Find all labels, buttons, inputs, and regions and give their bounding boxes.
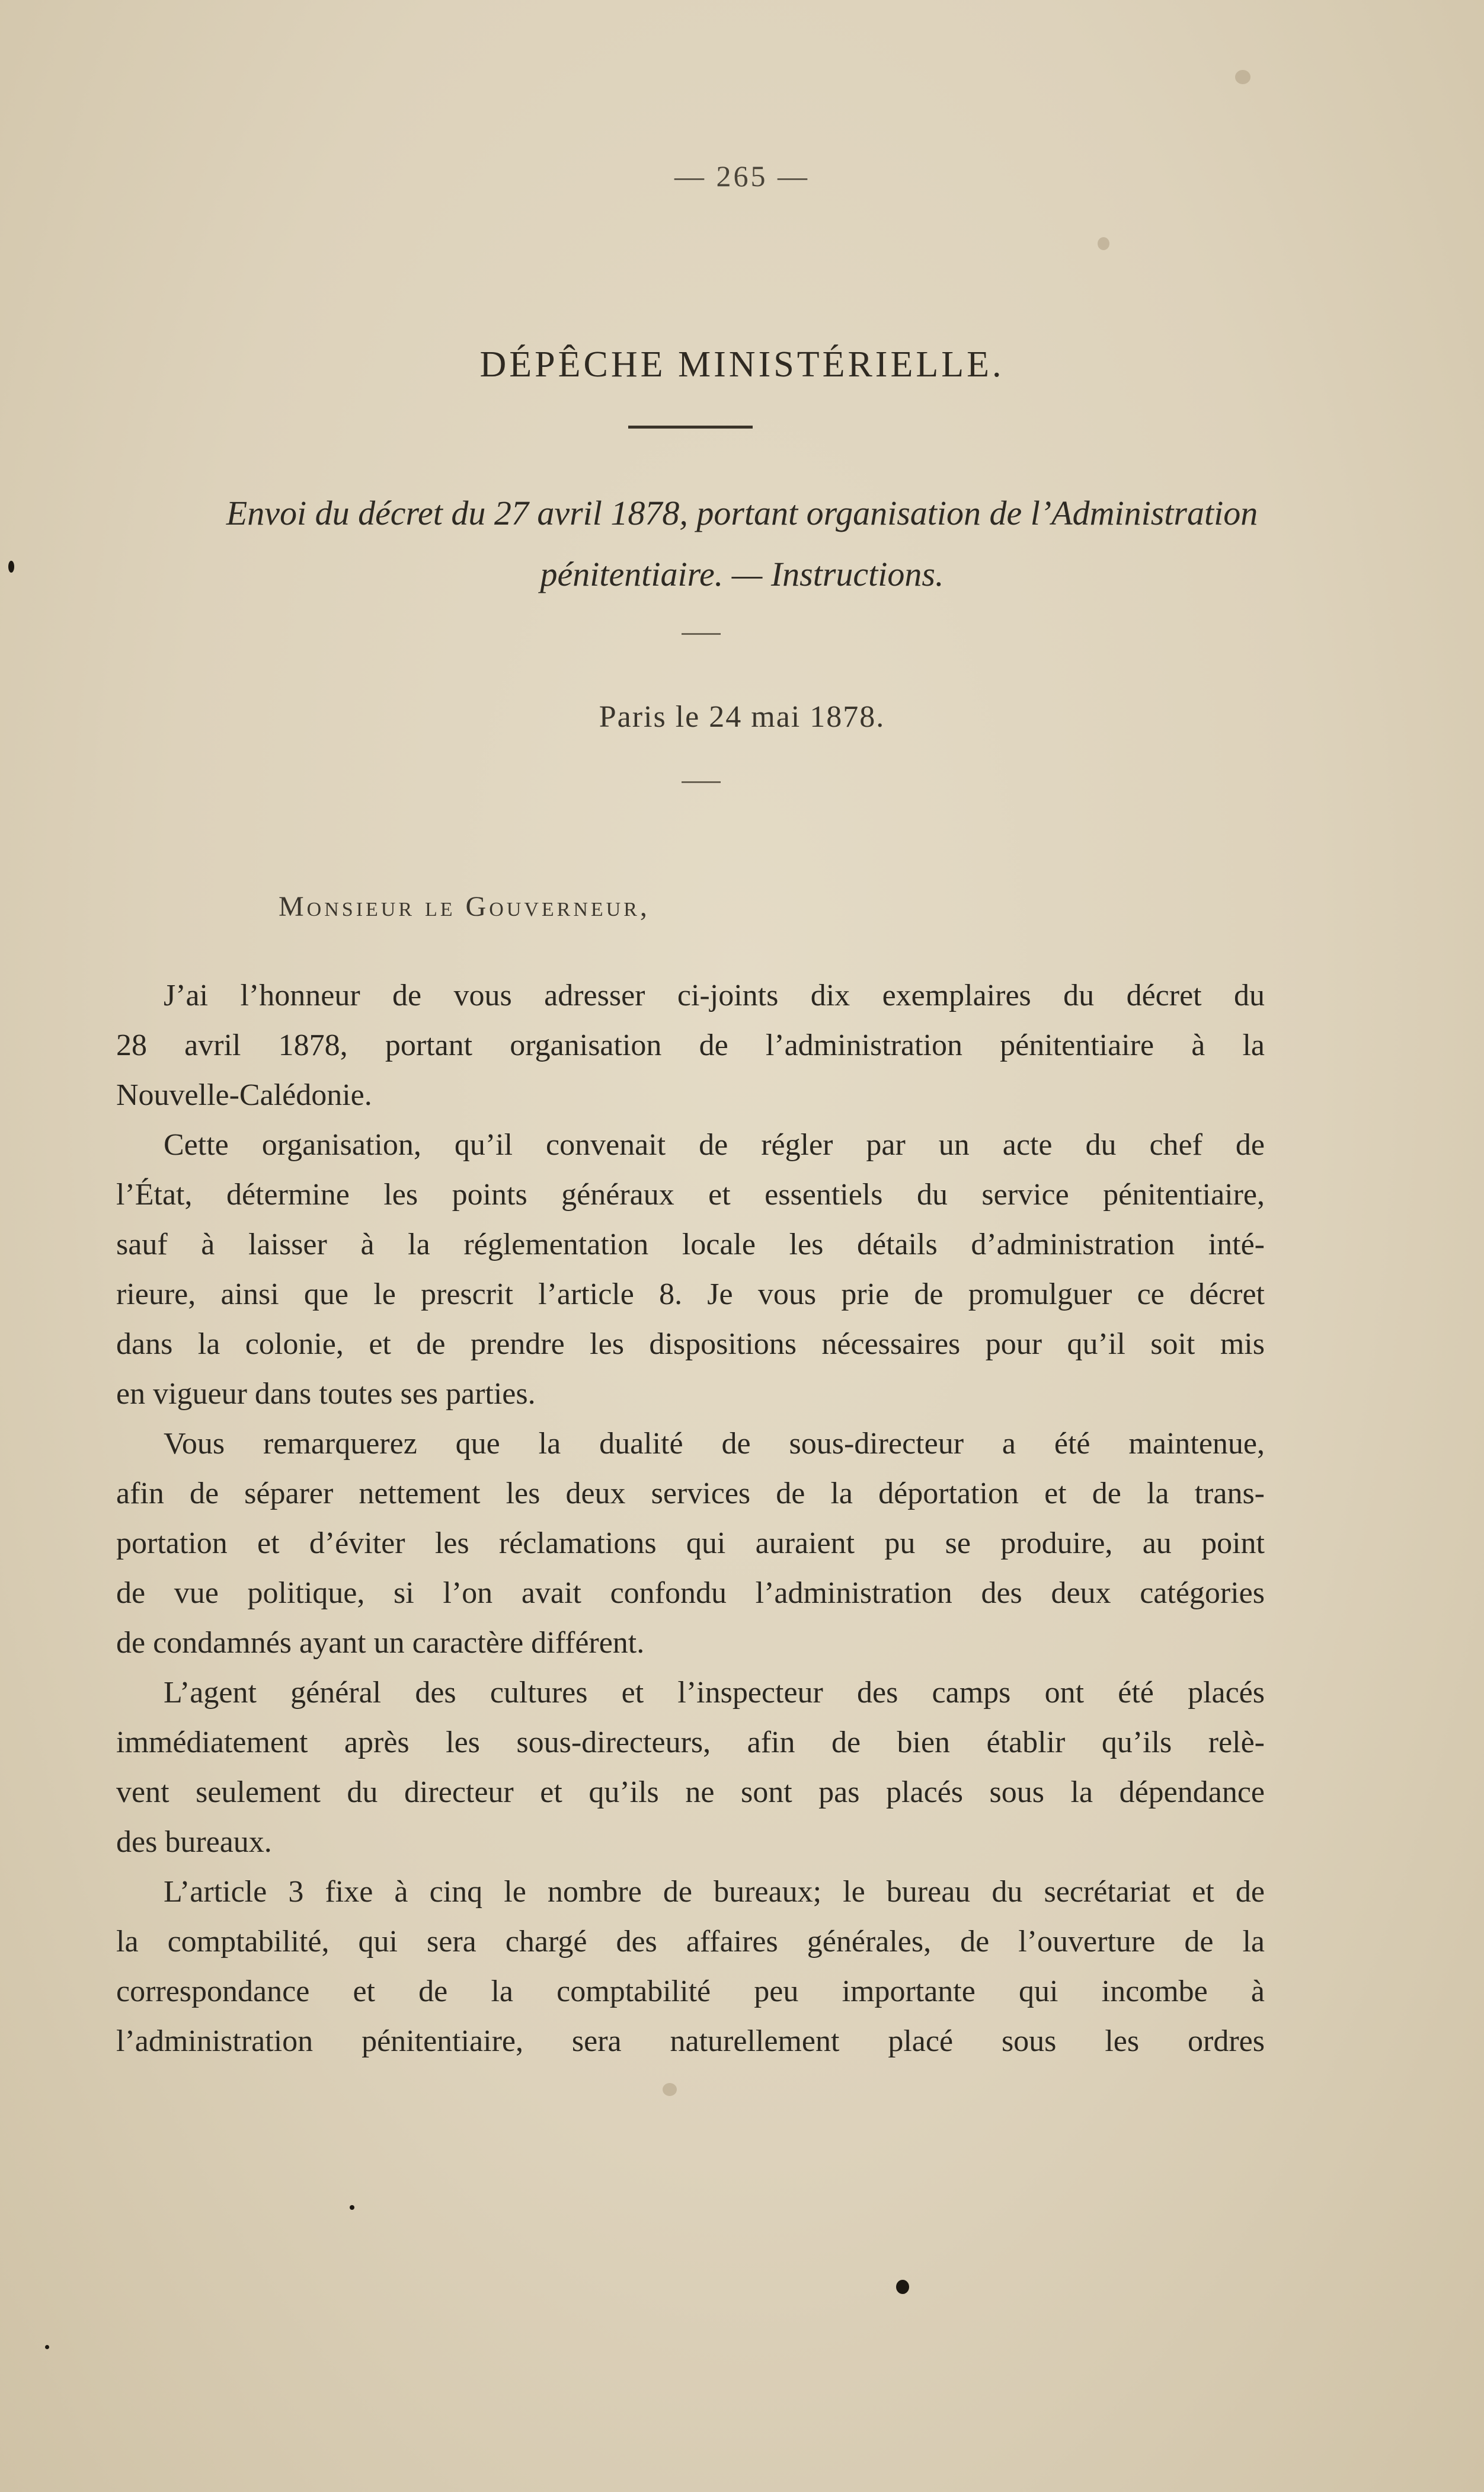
salutation: Monsieur le Gouverneur, — [279, 891, 650, 922]
letter-body — [116, 971, 1265, 2066]
ink-spot — [8, 561, 14, 573]
body-line: de condamnés ayant un caractère différent. — [116, 1626, 645, 1660]
body-line: l’administration pénitentiaire, sera naturellement placé sous les ordres — [116, 2024, 1265, 2058]
subtitle-divider — [682, 633, 721, 635]
body-line: Nouvelle-Calédonie. — [116, 1078, 372, 1112]
body-line: Vous remarquerez que la dualité de sous-directeur a été maintenue, — [164, 1427, 1265, 1461]
body-line: L’agent général des cultures et l’inspecteur des camps ont été placés — [164, 1676, 1265, 1710]
page-number: — 265 — — [674, 159, 810, 193]
body-line: en vigueur dans toutes ses parties. — [116, 1377, 536, 1411]
body-line: rieure, ainsi que le prescrit l’article 8. Je vous prie de promulguer ce décret — [116, 1277, 1265, 1311]
ink-spot — [350, 2205, 354, 2210]
document-title: DÉPÊCHE MINISTÉRIELLE. — [479, 344, 1005, 385]
ink-spot — [45, 2345, 49, 2349]
body-line: immédiatement après les sous-directeurs, afin de bien établir qu’ils relè- — [116, 1726, 1265, 1759]
body-line: L’article 3 fixe à cinq le nombre de bureaux; le bureau du secrétariat et de — [164, 1875, 1265, 1909]
body-line: des bureaux. — [116, 1825, 272, 1859]
subtitle-line-1: Envoi du décret du 27 avril 1878, portant organisation de l’Administration — [226, 494, 1258, 532]
dateline: Paris le 24 mai 1878. — [599, 700, 885, 734]
body-line: correspondance et de la comptabilité peu importante qui incombe à — [116, 1975, 1265, 2008]
ink-spot — [896, 2280, 909, 2294]
paper-stain — [1098, 237, 1109, 250]
body-line: de vue politique, si l’on avait confondu l’administration des deux catégories — [116, 1576, 1265, 1610]
body-line: Cette organisation, qu’il convenait de régler par un acte du chef de — [164, 1128, 1265, 1162]
body-line: vent seulement du directeur et qu’ils ne sont pas placés sous la dépendance — [116, 1775, 1265, 1809]
paper-stain — [1235, 70, 1250, 84]
title-divider — [628, 426, 753, 429]
body-line: l’État, détermine les points généraux et essentiels du service pénitentiaire, — [116, 1178, 1265, 1212]
dateline-divider — [682, 781, 721, 783]
body-line: dans la colonie, et de prendre les dispositions nécessaires pour qu’il soit mis — [116, 1327, 1265, 1361]
subtitle-line-2: pénitentiaire. — Instructions. — [540, 555, 944, 593]
body-line: 28 avril 1878, portant organisation de l’administration pénitentiaire à la — [116, 1028, 1265, 1062]
body-line: portation et d’éviter les réclamations qui auraient pu se produire, au point — [116, 1526, 1265, 1560]
body-line: afin de séparer nettement les deux services de la déportation et de la trans- — [116, 1477, 1265, 1510]
body-line: J’ai l’honneur de vous adresser ci-joints dix exemplaires du décret du — [164, 979, 1265, 1012]
body-line: la comptabilité, qui sera chargé des affaires générales, de l’ouverture de la — [116, 1925, 1265, 1959]
paper-stain — [663, 2083, 677, 2096]
body-line: sauf à laisser à la réglementation locale les détails d’administration inté- — [116, 1228, 1265, 1261]
